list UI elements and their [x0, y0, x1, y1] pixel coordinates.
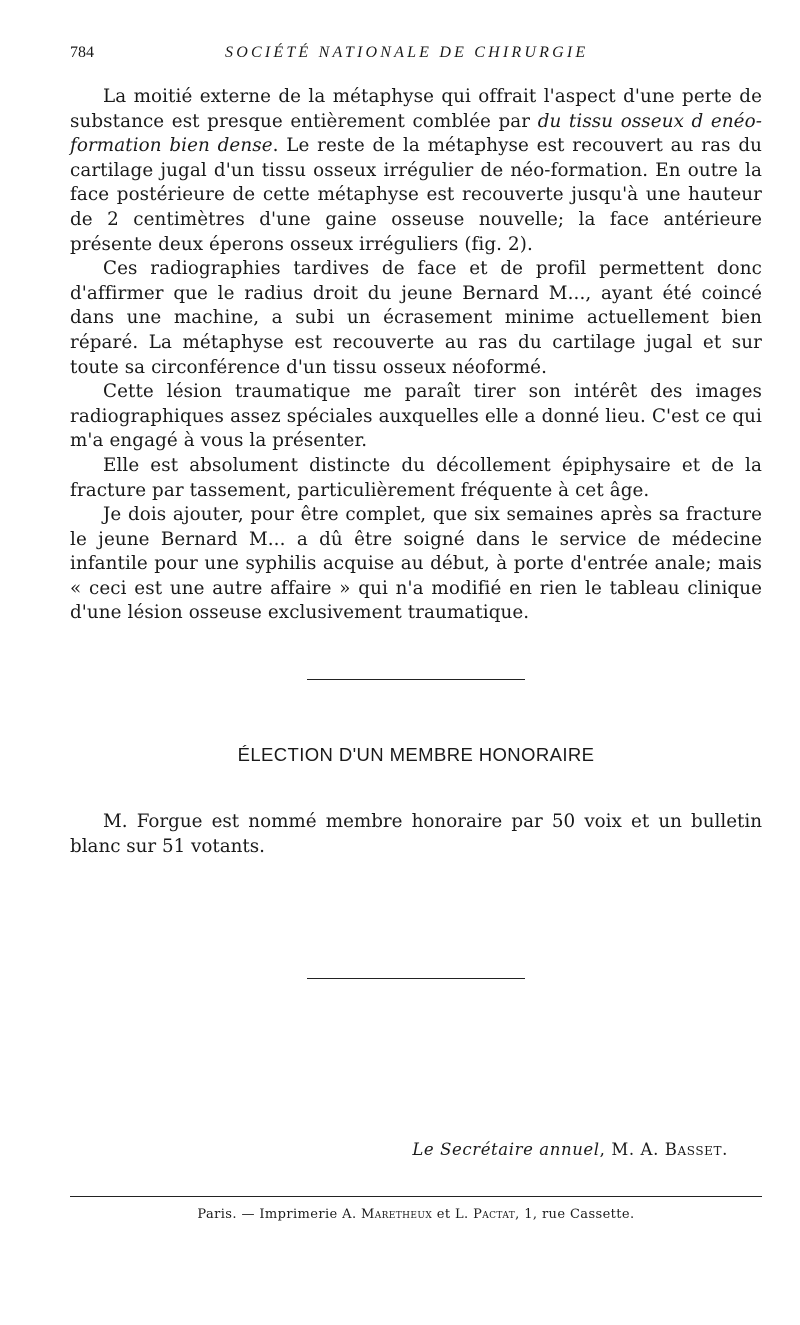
- journal-title: SOCIÉTÉ NATIONALE DE CHIRURGIE: [225, 44, 589, 61]
- paragraph-1: [70, 85, 762, 257]
- imprint-printer-2: Pactat: [473, 1207, 516, 1222]
- imprint-printer-1: Maretheux: [361, 1207, 433, 1222]
- signature: [412, 1140, 728, 1159]
- running-head: [70, 44, 762, 66]
- paragraph-2: Ces radiographies tardives de face et de profil permettent donc d'affirmer que le radius droit du jeune Bernard M..., ayant été coincé dans une machine, a subi un écrasement minime actuellement bien réparé. La métaphyse est recouverte au ras du cartilage jugal et sur toute sa circonférence d'un tissu osseux néoformé.: [70, 258, 762, 378]
- signature-separator: ,: [599, 1140, 612, 1159]
- election-paragraph: M. Forgue est nommé membre honoraire par 50 voix et un bulletin blanc sur 51 votants.: [70, 811, 762, 857]
- signature-name: M. A. Basset.: [611, 1140, 728, 1159]
- page-number: 784: [70, 44, 94, 61]
- paragraph-1-italic-phrase: du tissu osseux d enéo-formation bien dense: [70, 110, 762, 157]
- section-title: ÉLECTION D'UN MEMBRE HONORAIRE: [237, 744, 595, 765]
- signature-role: Le Secrétaire annuel: [412, 1140, 600, 1159]
- footer-divider: [70, 1196, 762, 1197]
- paragraph-1-text-start: La moitié externe de la métaphyse qui offrait l'aspect d'une perte de substance est presque entièrement comblée par: [70, 86, 762, 132]
- paragraph-3: Cette lésion traumatique me paraît tirer son intérêt des images radiographiques assez spéciales auxquelles elle a donné lieu. C'est ce qui m'a engagé à vous la présenter.: [70, 381, 762, 452]
- imprint-middle: et L.: [432, 1207, 474, 1222]
- printer-imprint: [70, 1207, 762, 1222]
- article-body: [70, 85, 762, 626]
- paragraph-4: Elle est absolument distincte du décollement épiphysaire et de la fracture par tassement, particulièrement fréquente à cet âge.: [70, 454, 762, 501]
- paragraph-5: Je dois ajouter, pour être complet, que six semaines après sa fracture le jeune Bernard M... a dû être soigné dans le service de médecine infantile pour une syphilis acquise au début, à porte d'entrée anale; mais « ceci est une autre affaire » qui n'a modifié en rien le tableau clinique d'une lésion osseuse exclusivement traumatique.: [70, 504, 762, 624]
- paragraph-1-text-end: . Le reste de la métaphyse est recouvert au ras du cartilage jugal d'un tissu osseux irrégulier de néo-formation. En outre la face postérieure de cette métaphyse est recouverte jusqu'à une hauteur de 2 centimètres d'une gaine osseuse nouvelle; la face antérieure présente deux éperons osseux irréguliers (fig. 2).: [70, 135, 762, 255]
- section-divider: [307, 679, 525, 680]
- section-divider: [307, 978, 525, 979]
- election-notice: [70, 810, 762, 859]
- imprint-prefix: Paris. — Imprimerie A.: [197, 1207, 362, 1222]
- imprint-suffix: , 1, rue Cassette.: [515, 1207, 635, 1222]
